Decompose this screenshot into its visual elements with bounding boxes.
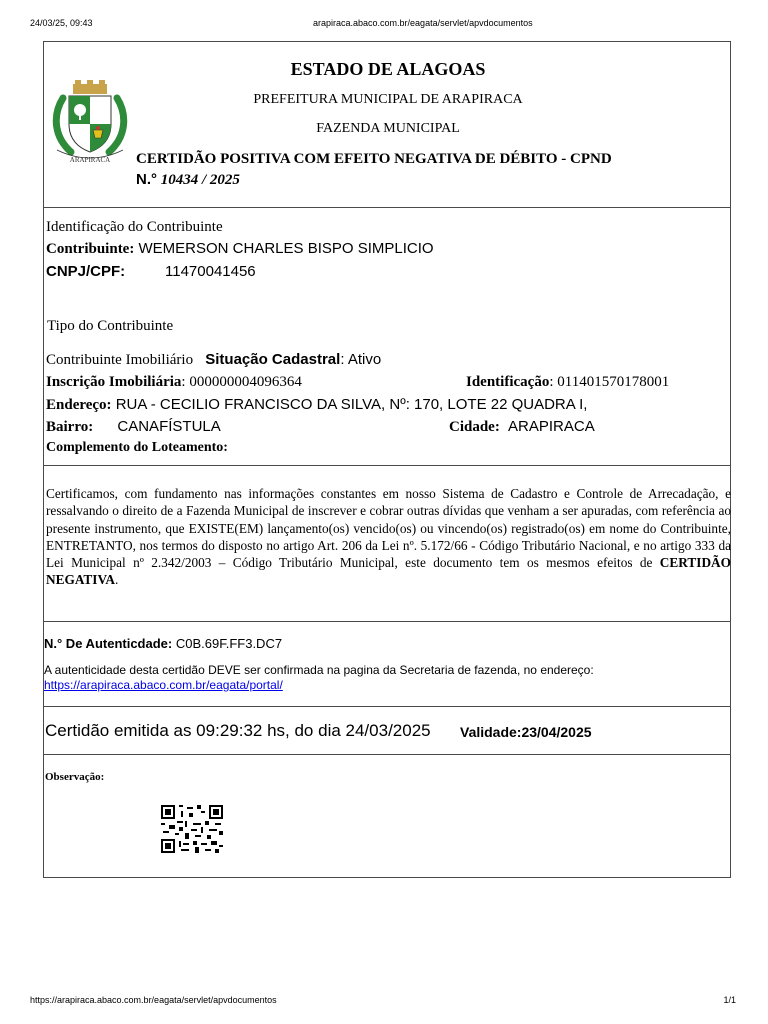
- certificate-document: [43, 41, 731, 878]
- authenticity-label: N.° De Autenticdade:: [44, 636, 173, 651]
- taxpayer-name-value: WEMERSON CHARLES BISPO SIMPLICIO: [138, 240, 434, 257]
- taxpayer-kind: Contribuinte Imobiliário: [46, 352, 194, 368]
- bairro-value: CANAFÍSTULA: [117, 418, 221, 435]
- state-title: ESTADO DE ALAGOAS: [290, 59, 486, 79]
- prefeitura-title: PREFEITURA MUNICIPAL DE ARAPIRACA: [253, 92, 523, 107]
- type-section-title: Tipo do Contribuinte: [47, 318, 174, 334]
- divider: [44, 465, 730, 466]
- taxpayer-name-row: [46, 240, 434, 258]
- identificacao-value: : 011401570178001: [549, 374, 670, 390]
- certification-bold-text: CERTIDÃO NEGATIVA: [46, 555, 731, 588]
- identificacao-row: [466, 374, 669, 391]
- taxpayer-name-label: Contribuinte:: [46, 241, 135, 257]
- certification-text: Certificamos, com fundamento nas informações constantes em nosso Sistema de Cadastro e Controle de Arrecadação, e ressalvando o direito de a Fazenda Municipal de inscrever e cobrar outras dívidas que venham a ser apuradas, com referência ao presente instrumento, que EXISTE(EM) lançamento(os) vencido(os) ou vincendo(os) registrado(os) em nome do Contribuinte, ENTRETANTO, nos termos do disposto no artigo Art. 206 da Lei nº. 5.172/66 - Código Tributário Nacional, e no artigo 333 da Lei Municipal nº 2.342/2003 – Código Tributário Municipal, este documento tem os mesmos efeitos de: [46, 486, 731, 571]
- fazenda-title: FAZENDA MUNICIPAL: [316, 121, 460, 136]
- divider: [44, 706, 730, 707]
- qr-code: [161, 805, 223, 853]
- logo-motto: ARAPIRACA: [69, 156, 111, 164]
- certificate-number-value: 10434 / 2025: [160, 172, 240, 188]
- certificate-title: CERTIDÃO POSITIVA COM EFEITO NEGATIVA DE DÉBITO - CPND: [136, 151, 612, 167]
- cidade-label: Cidade:: [449, 419, 500, 435]
- divider: [44, 621, 730, 622]
- issued-text: Certidão emitida as 09:29:32 hs, do dia 24/03/2025: [45, 721, 431, 740]
- authenticity-code: C0B.69F.FF3.DC7: [175, 636, 283, 651]
- endereco-row: [46, 396, 587, 414]
- portal-link[interactable]: https://arapiraca.abaco.com.br/eagata/portal/: [44, 678, 283, 692]
- inscricao-row: [46, 374, 302, 391]
- status-value: : Ativo: [340, 351, 382, 368]
- bairro-row: [46, 418, 221, 436]
- complemento-label: Complemento do Loteamento:: [46, 440, 228, 455]
- status-label: Situação Cadastral: [205, 351, 341, 368]
- endereco-value: RUA - CECILIO FRANCISCO DA SILVA, Nº: 170, LOTE 22 QUADRA I,: [115, 396, 588, 413]
- certification-end: .: [114, 572, 119, 588]
- print-url: arapiraca.abaco.com.br/eagata/servlet/apvdocumentos: [313, 18, 533, 28]
- divider: [44, 754, 730, 755]
- endereco-label: Endereço:: [46, 397, 112, 413]
- cidade-row: [449, 418, 595, 436]
- inscricao-label: Inscrição Imobiliária: [46, 374, 182, 390]
- page-number: 1/1: [723, 995, 736, 1005]
- footer-url: https://arapiraca.abaco.com.br/eagata/servlet/apvdocumentos: [30, 995, 277, 1005]
- type-row: [46, 351, 381, 369]
- certificate-number-label: N.°: [136, 171, 157, 188]
- taxpayer-section-title: Identificação do Contribuinte: [46, 219, 223, 235]
- taxpayer-doc-value: 11470041456: [165, 263, 256, 280]
- certificate-number: [136, 171, 240, 189]
- identificacao-label: Identificação: [466, 374, 550, 390]
- observacao-label: Observação:: [45, 771, 105, 783]
- inscricao-value: : 000000004096364: [181, 374, 302, 390]
- cidade-value: ARAPIRACA: [508, 418, 595, 435]
- validity-text: Validade:23/04/2025: [460, 724, 592, 740]
- authenticity-notice: A autenticidade desta certidão DEVE ser confirmada na pagina da Secretaria de fazenda, no endereço:: [44, 663, 594, 677]
- divider: [44, 207, 730, 208]
- authenticity-row: [44, 636, 282, 651]
- print-datetime: 24/03/25, 09:43: [30, 18, 93, 28]
- bairro-label: Bairro:: [46, 419, 94, 435]
- taxpayer-doc-label: CNPJ/CPF:: [46, 263, 126, 280]
- certification-paragraph: [46, 485, 731, 589]
